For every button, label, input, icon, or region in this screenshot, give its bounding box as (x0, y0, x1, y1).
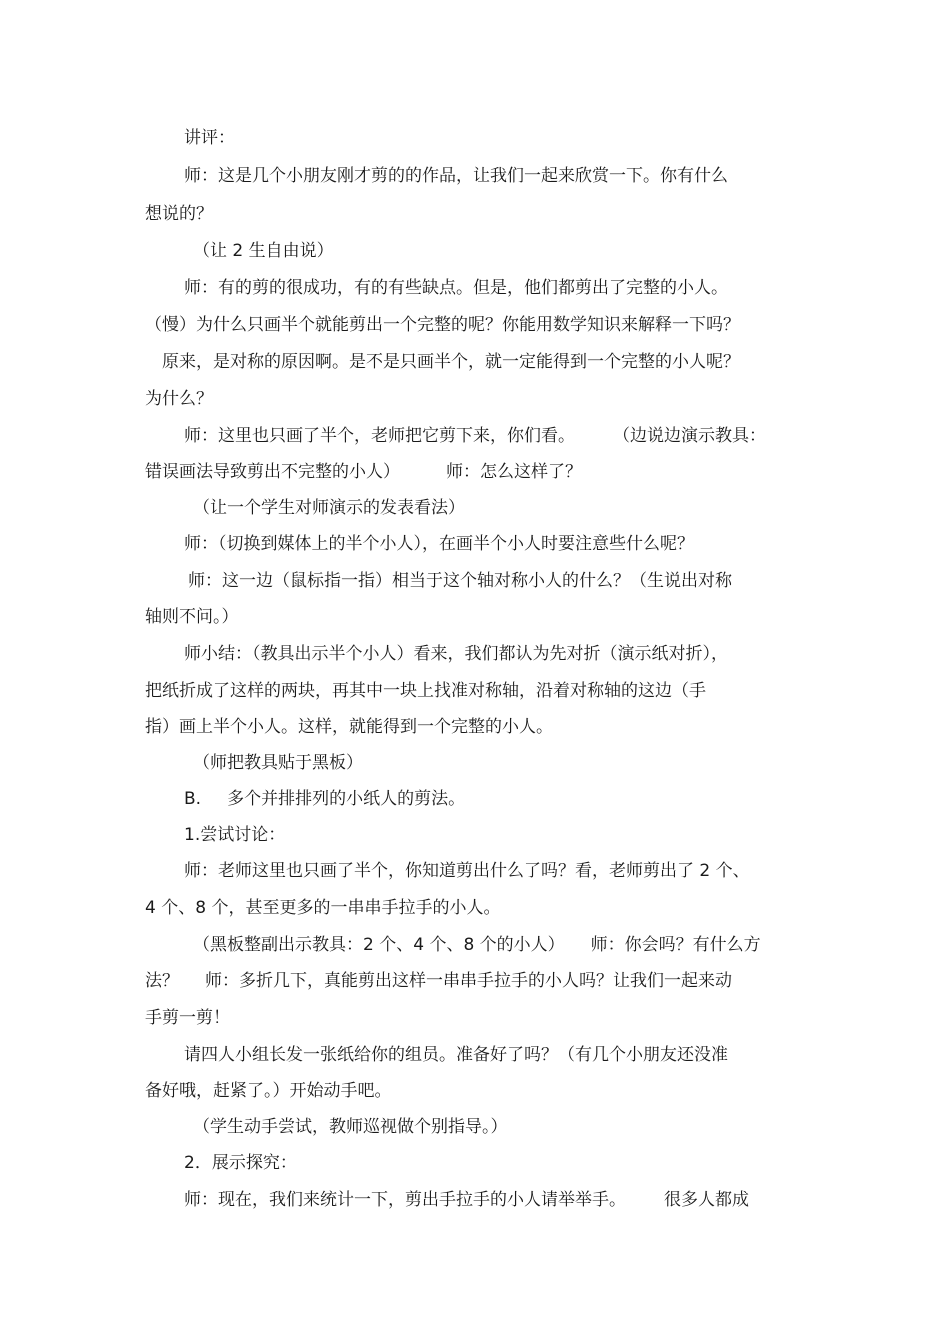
stage-direction: （让 2 生自由说） (193, 241, 334, 261)
text-line (184, 425, 766, 447)
text-line (184, 860, 750, 882)
text-line (193, 240, 334, 262)
text-line (145, 388, 213, 410)
text-line (145, 203, 213, 225)
text-line (184, 824, 285, 846)
text-line (184, 165, 728, 187)
stage-direction: （边说边演示教具： (613, 426, 766, 446)
stage-direction: （学生动手尝试，教师巡视做个别指导。） (193, 1117, 508, 1137)
text-line (145, 680, 706, 702)
paragraph-text: 为什么？ (145, 389, 213, 409)
paragraph-text: 4 个、8 个，甚至更多的一串串手拉手的小人。 (145, 898, 501, 918)
section-heading: 2．展示探究： (184, 1153, 297, 1173)
paragraph-text: 手剪一剪！ (145, 1008, 230, 1028)
paragraph-text: 师：老师这里也只画了半个，你知道剪出什么了吗？看，老师剪出了 2 个、 (184, 861, 750, 881)
paragraph-text: 备好哦，赶紧了。）开始动手吧。 (145, 1081, 392, 1101)
stage-direction: （让一个学生对师演示的发表看法） (193, 498, 465, 518)
text-line (184, 1152, 297, 1174)
paragraph-text: 师：有的剪的很成功，有的有些缺点。但是，他们都剪出了完整的小人。 (184, 278, 728, 298)
text-line (145, 606, 239, 628)
text-line (145, 970, 732, 992)
paragraph-text: 师：怎么这样了？ (446, 462, 582, 482)
paragraph-text: 想说的？ (145, 204, 213, 224)
text-line (193, 497, 465, 519)
text-line (184, 127, 235, 149)
section-heading: 多个并排排列的小纸人的剪法。 (227, 789, 466, 809)
stage-direction: 错误画法导致剪出不完整的小人） (145, 462, 400, 482)
text-line (145, 1007, 230, 1029)
text-line (145, 461, 582, 483)
paragraph-text: （慢）为什么只画半个就能剪出一个完整的呢？你能用数学知识来解释一下吗？ (145, 315, 740, 335)
paragraph-text: 原来，是对称的原因啊。是不是只画半个，就一定能得到一个完整的小人呢？ (162, 352, 740, 372)
text-line (193, 1116, 508, 1138)
text-line (162, 351, 740, 373)
list-marker: B. (184, 789, 202, 809)
paragraph-text: 师：多折几下，真能剪出这样一串串手拉手的小人吗？让我们一起来动 (205, 971, 732, 991)
text-line (184, 533, 694, 555)
text-line (184, 643, 728, 665)
paragraph-text: 师：你会吗？有什么方 (590, 935, 761, 955)
section-heading: 1.尝试讨论： (184, 825, 286, 845)
text-line (188, 570, 732, 592)
text-line (184, 1044, 728, 1066)
text-line (145, 1080, 392, 1102)
text-line (184, 788, 465, 810)
paragraph-text: 师：这一边（鼠标指一指）相当于这个轴对称小人的什么？（生说出对称 (188, 571, 732, 591)
text-line (145, 716, 553, 738)
stage-direction: （黑板整副出示教具：2 个、4 个、8 个的小人） (193, 935, 565, 955)
paragraph-text: 师小结：（教具出示半个小人）看来，我们都认为先对折（演示纸对折）， (184, 644, 728, 664)
text-line (145, 314, 740, 336)
paragraph-text: 指）画上半个小人。这样，就能得到一个完整的小人。 (145, 717, 553, 737)
paragraph-text: 师：现在，我们来统计一下，剪出手拉手的小人请举举手。 (184, 1190, 626, 1210)
paragraph-text: 法？ (145, 971, 179, 991)
text-line (184, 1189, 749, 1211)
paragraph-text: 师：这是几个小朋友刚才剪的的作品，让我们一起来欣赏一下。你有什么 (184, 166, 728, 186)
paragraph-text: 把纸折成了这样的两块，再其中一块上找准对称轴，沿着对称轴的这边（手 (145, 681, 706, 701)
text-line (145, 897, 500, 919)
paragraph-text: 请四人小组长发一张纸给你的组员。准备好了吗？（有几个小朋友还没准 (184, 1045, 728, 1065)
paragraph-text: 师：这里也只画了半个，老师把它剪下来，你们看。 (184, 426, 575, 446)
paragraph-text: 师：（切换到媒体上的半个小人），在画半个小人时要注意些什么呢？ (184, 534, 694, 554)
stage-direction: （师把教具贴于黑板） (193, 753, 363, 773)
text-line (184, 277, 728, 299)
section-heading: 讲评： (184, 128, 235, 148)
text-line (193, 752, 363, 774)
paragraph-text: 很多人都成 (664, 1190, 749, 1210)
paragraph-text: 轴则不问。） (145, 607, 239, 627)
text-line (193, 934, 761, 956)
